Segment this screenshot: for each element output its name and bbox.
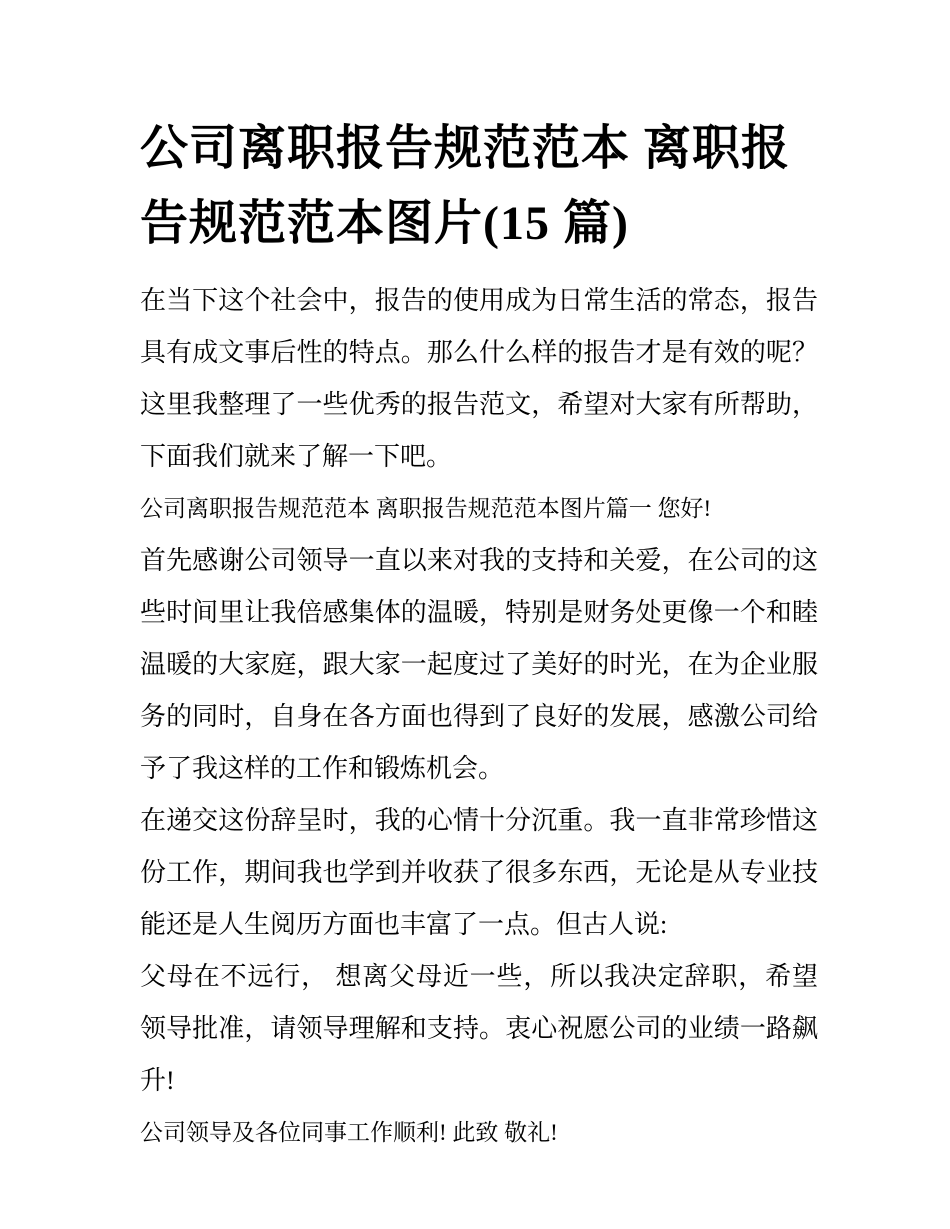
body-paragraph-reason: 父母在不远行， 想离父母近一些，所以我决定辞职，希望领导批准，请领导理解和支持。衷心祝愿公司的业绩一路飙升! xyxy=(140,962,818,1095)
document-title: 公司离职报告规范范本 离职报告规范范本图片(15 篇) xyxy=(140,122,791,250)
body-paragraph-thanks: 首先感谢公司领导一直以来对我的支持和关爱，在公司的这些时间里让我倍感集体的温暖，特别是财务处更像一个和睦温暖的大家庭，跟大家一起度过了美好的时光，在为企业服务的同时，自身在各方面也得到了良好的发展，感激公司给予了我这样的工作和锻炼机会。 xyxy=(140,546,818,783)
closing-line: 公司领导及各位同事工作顺利! 此致 敬礼! xyxy=(140,1120,558,1145)
section-heading-line: 公司离职报告规范范本 离职报告规范范本图片篇一 您好! xyxy=(140,496,712,521)
intro-paragraph: 在当下这个社会中，报告的使用成为日常生活的常态，报告具有成文事后性的特点。那么什么样的报告才是有效的呢？这里我整理了一些优秀的报告范文，希望对大家有所帮助，下面我们就来了解一下吧。 xyxy=(140,286,818,471)
body-paragraph-resignation: 在递交这份辞呈时，我的心情十分沉重。我一直非常珍惜这份工作，期间我也学到并收获了很多东西，无论是从专业技能还是人生阅历方面也丰富了一点。但古人说: xyxy=(140,806,818,939)
